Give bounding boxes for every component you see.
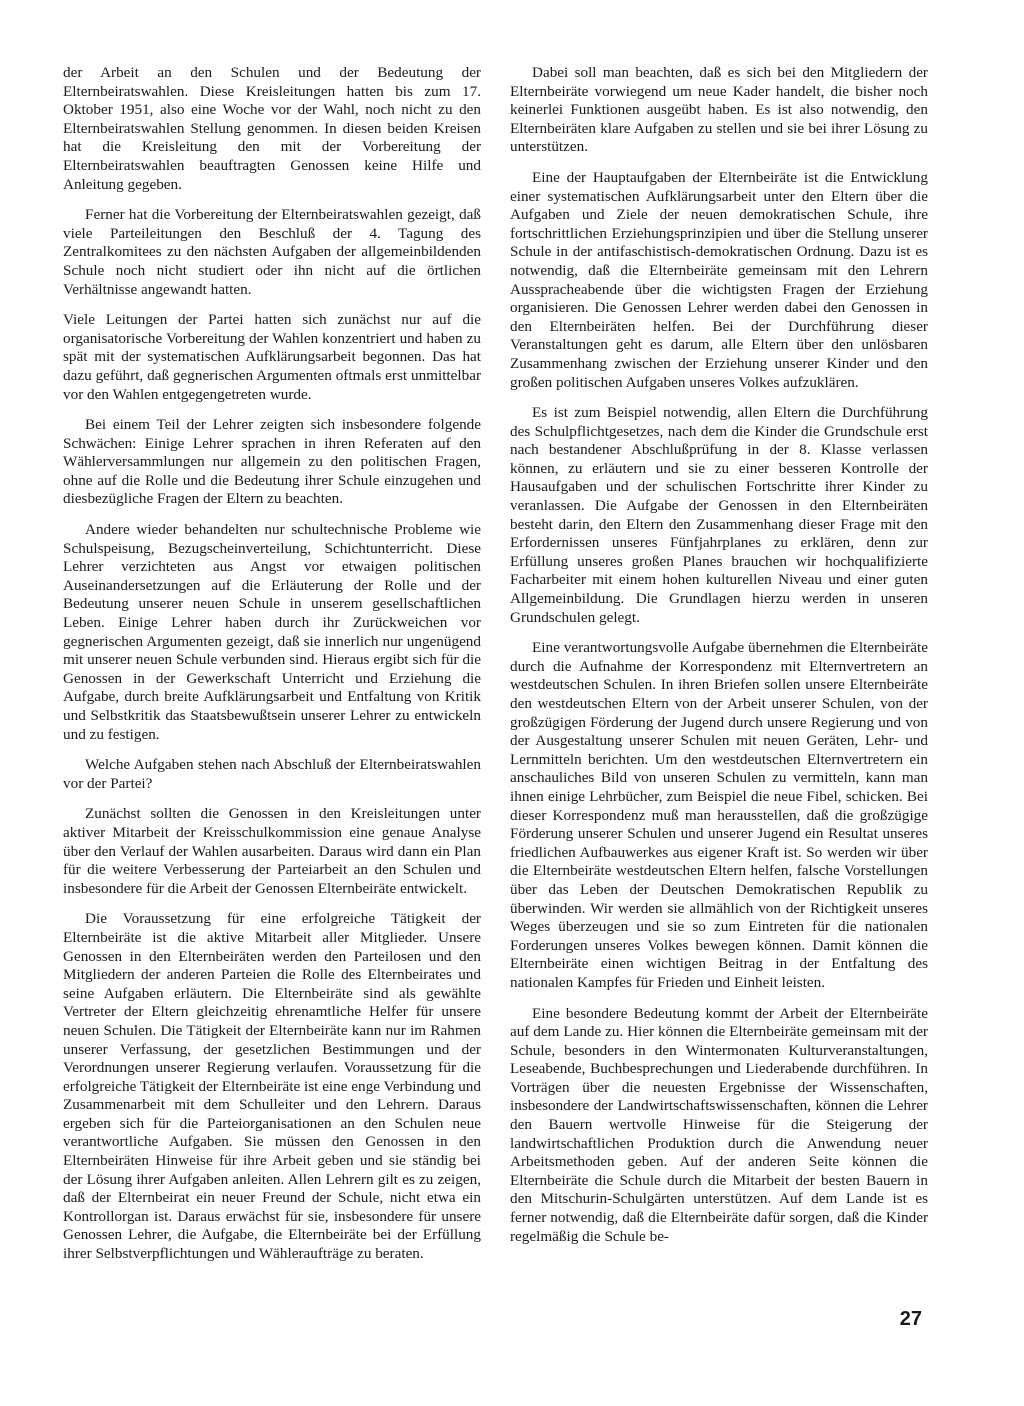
paragraph: Andere wieder behandelten nur schultechnische Probleme wie Schulspeisung, Bezugscheinverteilung, Schichtunterricht. Diese Lehrer verzichteten aus Angst vor etwaigen politischen Auseinandersetzungen auf die Erläuterung der Rolle und der Bedeutung unserer neuen Schule in unserem gesellschaftlichen Leben. Einige Lehrer haben durch ihr Zurückweichen vor gegnerischen Argumenten gezeigt, daß sie innerlich nur ungenügend mit unserer neuen Schule verbunden sind. Hieraus ergibt sich für die Genossen in der Gewerkschaft Unterricht und Erziehung die Aufgabe, durch breite Aufklärungsarbeit und Entfaltung von Kritik und Selbstkritik das Staatsbewußtsein unserer Lehrer zu entwickeln und zu festigen.	[63, 521, 481, 743]
paragraph: Viele Leitungen der Partei hatten sich zunächst nur auf die organisatorische Vorbereitung der Wahlen konzentriert und haben zu spät mit der systematischen Aufklärungsarbeit begonnen. Das hat dazu geführt, daß gegnerischen Argumenten oftmals erst unmittelbar vor den Wahlen entgegengetreten wurde.	[63, 311, 481, 403]
right-column	[510, 64, 928, 1258]
paragraph: der Arbeit an den Schulen und der Bedeutung der Elternbeiratswahlen. Diese Kreisleitungen hatten bis zum 17. Oktober 1951, also eine Woche vor der Wahl, noch nicht zu den Elternbeiratswahlen Stellung genommen. In diesen beiden Kreisen hat die Kreisleitung den mit der Vorbereitung der Elternbeiratswahlen beauftragten Genossen keine Hilfe und Anleitung gegeben.	[63, 64, 481, 193]
left-column	[63, 64, 481, 1276]
page-number: 27	[899, 1308, 922, 1330]
paragraph: Zunächst sollten die Genossen in den Kreisleitungen unter aktiver Mitarbeit der Kreisschulkommission eine genaue Analyse über den Verlauf der Wahlen ausarbeiten. Daraus wird dann ein Plan für die weitere Verbesserung der Parteiarbeit an den Schulen und insbesondere für die Arbeit der Genossen Elternbeiräte entwickelt.	[63, 805, 481, 897]
paragraph: Dabei soll man beachten, daß es sich bei den Mitgliedern der Elternbeiräte vorwiegend um neue Kader handelt, die bisher noch keinerlei Funktionen ausgeübt haben. Es ist also notwendig, den Elternbeiräten klare Aufgaben zu stellen und sie bei ihrer Lösung zu unterstützen.	[510, 64, 928, 156]
paragraph: Die Voraussetzung für eine erfolgreiche Tätigkeit der Elternbeiräte ist die aktive Mitarbeit aller Mitglieder. Unsere Genossen in den Elternbeiräten werden den Parteilosen und den Mitgliedern der anderen Parteien die Rolle des Elternbeirates und seine Aufgaben erläutern. Die Elternbeiräte sind als gewählte Vertreter der Eltern gleichzeitig ehrenamtliche Helfer für unsere neuen Schulen. Die Tätigkeit der Elternbeiräte kann nur im Rahmen unserer Verfassung, der gesetzlichen Bestimmungen und der Verordnungen unserer Regierung verlaufen. Voraussetzung für die erfolgreiche Tätigkeit der Elternbeiräte ist eine enge Verbindung und Zusammenarbeit mit dem Schulleiter und den Lehrern. Daraus ergeben sich für die Parteiorganisationen an den Schulen neue verantwortliche Aufgaben. Sie müssen den Genossen in den Elternbeiräten Hinweise für ihre Arbeit geben und sie ständig bei der Lösung ihrer Aufgaben anleiten. Allen Lehrern gilt es zu zeigen, daß der Elternbeirat ein neuer Freund der Schule, nicht etwa ein Kontrollorgan ist. Daraus erwächst für sie, insbesondere für unsere Genossen Lehrer, die Aufgabe, die Elternbeiräte bei der Erfüllung ihrer Selbstverpflichtungen und Wähleraufträge zu beraten.	[63, 910, 481, 1263]
paragraph: Ferner hat die Vorbereitung der Elternbeiratswahlen gezeigt, daß viele Parteileitungen den Beschluß der 4. Tagung des Zentralkomitees zu den nächsten Aufgaben der allgemeinbildenden Schule noch nicht studiert oder ihn nicht auf die örtlichen Verhältnisse angewandt hatten.	[63, 206, 481, 298]
paragraph: Eine verantwortungsvolle Aufgabe übernehmen die Elternbeiräte durch die Aufnahme der Korrespondenz mit Elternvertretern an westdeutschen Schulen. In ihren Briefen sollen unsere Elternbeiräte den westdeutschen Eltern von der Arbeit unserer Schulen, von der großzügigen Förderung der Jugend durch unsere Regierung und von der Ausgestaltung unserer Schulen mit neuen Geräten, Lehr- und Lernmitteln berichten. Um den westdeutschen Elternvertretern ein anschauliches Bild von unseren Schulen zu vermitteln, kann man ihnen einige Lehrbücher, zum Beispiel die neue Fibel, schicken. Bei dieser Korrespondenz muß man herausstellen, daß die großzügige Förderung unserer Schulen und unserer Jugend ein Resultat unseres friedlichen Aufbauwerkes aus eigener Kraft ist. So werden wir über die Elternbeiräte westdeutschen Eltern helfen, falsche Vorstellungen über das Leben der Deutschen Demokratischen Republik zu überwinden. Wir werden sie allmählich von der Richtigkeit unseres Weges überzeugen und sie so zum Eintreten für die nationalen Forderungen unseres Volkes bewegen können. Damit können die Elternbeiräte einen wichtigen Beitrag in der Entfaltung des nationalen Kampfes für Frieden und Einheit leisten.	[510, 639, 928, 991]
paragraph: Es ist zum Beispiel notwendig, allen Eltern die Durchführung des Schulpflichtgesetzes, nach dem die Kinder die Grundschule erst nach bestandener Abschlußprüfung in der 8. Klasse verlassen können, zu erläutern und sie zu einer besseren Kontrolle der Hausaufgaben und der schulischen Fortschritte ihrer Kinder zu veranlassen. Die Aufgabe der Genossen in den Elternbeiräten besteht darin, den Eltern den Zusammenhang dieser Frage mit den Erfordernissen unseres Fünfjahrplanes zu erklären, denn zur Erfüllung unseres großen Planes brauchen wir hochqualifizierte Facharbeiter mit einem hohen kulturellen Niveau und einer guten Allgemeinbildung. Die Grundlagen hierzu werden in unseren Grundschulen gelegt.	[510, 404, 928, 626]
paragraph: Welche Aufgaben stehen nach Abschluß der Elternbeiratswahlen vor der Partei?	[63, 756, 481, 792]
paragraph: Eine besondere Bedeutung kommt der Arbeit der Elternbeiräte auf dem Lande zu. Hier können die Elternbeiräte gemeinsam mit der Schule, besonders in den Wintermonaten Kulturveranstaltungen, Leseabende, Buchbesprechungen und Liederabende durchführen. In Vorträgen über die neuesten Ergebnisse der Wissenschaften, insbesondere der Landwirtschaftswissenschaften, können die Lehrer den Bauern wertvolle Hinweise für die Steigerung der landwirtschaftlichen Produktion durch die Anwendung neuer Arbeitsmethoden geben. Auf der anderen Seite können die Elternbeiräte die Schule durch die Mitarbeit der besten Bauern in den Mitschurin-Schulgärten unterstützen. Auf dem Lande ist es ferner notwendig, daß die Elternbeiräte dafür sorgen, daß die Kinder regelmäßig die Schule be-	[510, 1004, 928, 1245]
paragraph: Eine der Hauptaufgaben der Elternbeiräte ist die Entwicklung einer systematischen Aufklärungsarbeit unter den Eltern über die Aufgaben und Ziele der neuen demokratischen Schule, ihre fortschrittlichen Erziehungsprinzipien und über die Stellung unserer Schule in der antifaschistisch-demokratischen Ordnung. Dazu ist es notwendig, daß die Elternbeiräte gemeinsam mit den Lehrern Ausspracheabende über die wichtigsten Fragen der Erziehung organisieren. Die Genossen Lehrer werden dabei den Genossen in den Elternbeiräten helfen. Bei der Durchführung dieser Veranstaltungen geht es darum, alle Eltern über den unlösbaren Zusammenhang zwischen der Erziehung unserer Kinder und den großen politischen Aufgaben unseres Volkes aufzuklären.	[510, 168, 928, 391]
paragraph: Bei einem Teil der Lehrer zeigten sich insbesondere folgende Schwächen: Einige Lehrer sprachen in ihren Referaten auf den Wählerversammlungen nur allgemein zu den politischen Fragen, ohne auf die Rolle und die Bedeutung ihrer Schule einzugehen und diesbezügliche Fragen der Eltern zu beachten.	[63, 416, 481, 508]
